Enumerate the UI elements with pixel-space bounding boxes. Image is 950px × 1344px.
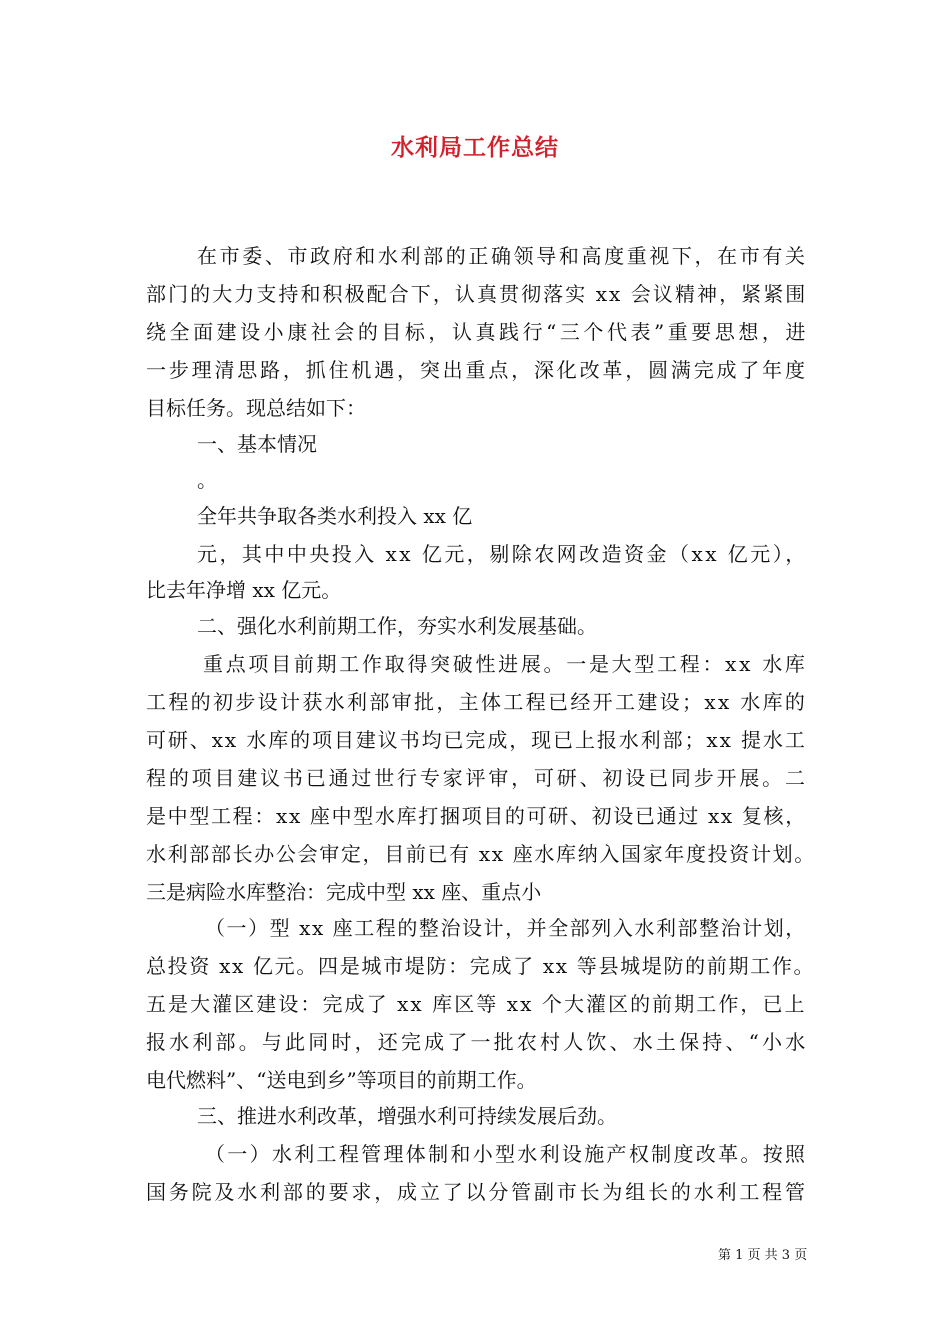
document-title: 水利局工作总结	[391, 135, 559, 161]
body-line: 重点项目前期工作取得突破性进展。一是大型工程：xx 水库	[203, 652, 808, 676]
body-line: 总投资 xx 亿元。四是城市堤防：完成了 xx 等县城堤防的前期工作。	[146, 954, 816, 978]
body-line: 程的项目建议书已通过世行专家评审，可研、初设已同步开展。二	[146, 766, 808, 790]
body-line: 工程的初步设计获水利部审批，主体工程已经开工建设；xx 水库的	[146, 690, 808, 714]
section-heading: 一、基本情况	[197, 432, 317, 456]
section-heading: 二、强化水利前期工作，夯实水利发展基础。	[197, 614, 597, 638]
body-line: （一）型 xx 座工程的整治设计，并全部列入水利部整治计划，	[205, 916, 807, 940]
body-line: 部门的大力支持和积极配合下，认真贯彻落实 xx 会议精神，紧紧围	[146, 282, 808, 306]
body-line: 目标任务。现总结如下：	[146, 396, 366, 420]
body-line: 绕全面建设小康社会的目标，认真践行“三个代表”重要思想，进	[146, 320, 809, 344]
body-line: 。	[197, 468, 217, 492]
body-line: 一步理清思路，抓住机遇，突出重点，深化改革，圆满完成了年度	[146, 358, 808, 382]
body-line: 元，其中中央投入 xx 亿元，剔除农网改造资金（xx 亿元），	[197, 542, 808, 566]
body-line: 比去年净增 xx 亿元。	[146, 578, 342, 602]
body-line: 三是病险水库整治：完成中型 xx 座、重点小	[146, 880, 542, 904]
body-line: 报水利部。与此同时，还完成了一批农村人饮、水土保持、“小水	[146, 1030, 809, 1054]
body-line: 电代燃料”、“送电到乡”等项目的前期工作。	[146, 1068, 537, 1092]
body-line: 五是大灌区建设：完成了 xx 库区等 xx 个大灌区的前期工作，已上	[146, 992, 807, 1016]
body-line: 可研、xx 水库的项目建议书均已完成，现已上报水利部；xx 提水工	[146, 728, 807, 752]
body-line: 全年共争取各类水利投入 xx 亿	[197, 504, 473, 528]
body-line: 是中型工程：xx 座中型水库打捆项目的可研、初设已通过 xx 复核，	[146, 804, 807, 828]
page-number: 第 1 页 共 3 页	[718, 1248, 808, 1263]
body-line: （一）水利工程管理体制和小型水利设施产权制度改革。按照	[205, 1142, 808, 1166]
body-line: 国务院及水利部的要求，成立了以分管副市长为组长的水利工程管	[146, 1180, 808, 1204]
body-line: 在市委、市政府和水利部的正确领导和高度重视下，在市有关	[197, 244, 808, 268]
section-heading: 三、推进水利改革，增强水利可持续发展后劲。	[197, 1104, 617, 1128]
body-line: 水利部部长办公会审定，目前已有 xx 座水库纳入国家年度投资计划。	[146, 842, 816, 866]
